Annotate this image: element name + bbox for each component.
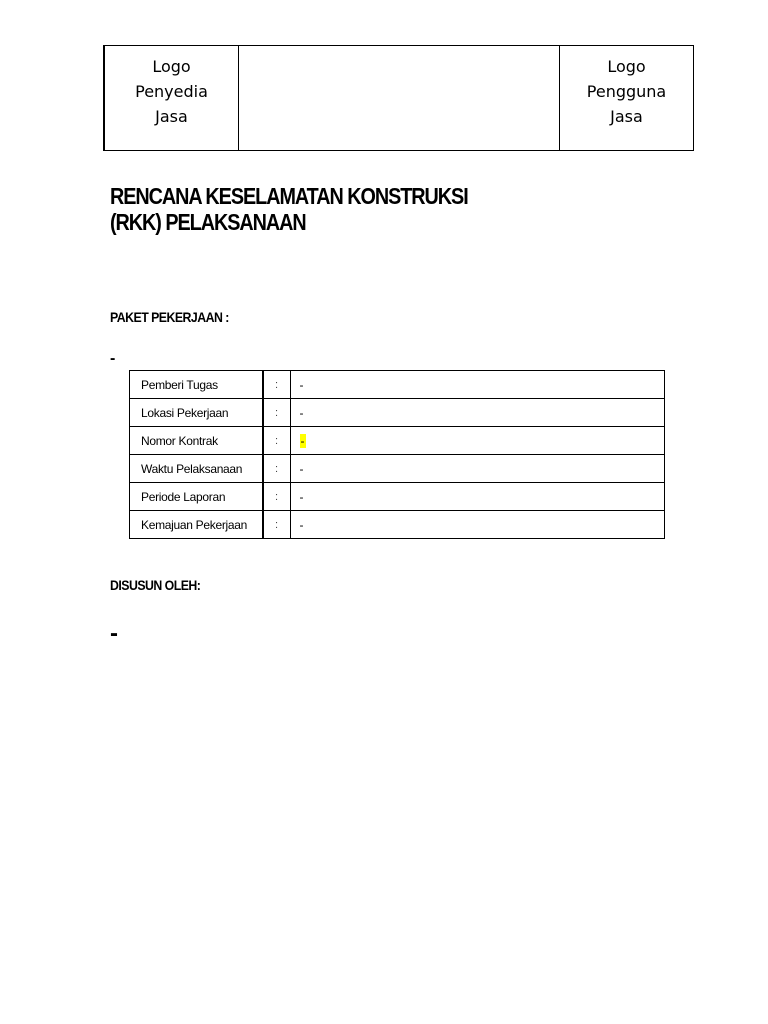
table-row [130, 427, 665, 455]
table-row [130, 399, 665, 427]
paket-pekerjaan-label: PAKET PEKERJAAN : [110, 309, 229, 325]
logo-penyedia-text: Logo Penyedia Jasa [135, 57, 208, 126]
row-value: - [290, 483, 665, 511]
table-row [130, 483, 665, 511]
document-title [110, 183, 468, 235]
row-separator: : [263, 483, 291, 511]
row-value: - [290, 371, 665, 399]
row-value: - [290, 399, 665, 427]
header-table [103, 45, 694, 151]
row-separator: : [263, 511, 291, 539]
header-middle-cell [239, 46, 560, 151]
row-label: Waktu Pelaksanaan [130, 455, 263, 483]
info-table [129, 370, 665, 539]
logo-pengguna-text: Logo Pengguna Jasa [586, 57, 667, 126]
row-label: Nomor Kontrak [130, 427, 263, 455]
table-row [130, 371, 665, 399]
row-separator: : [263, 371, 291, 399]
title-line-1: RENCANA KESELAMATAN KONSTRUKSI [110, 183, 468, 209]
logo-pengguna-cell [560, 46, 694, 151]
row-label: Pemberi Tugas [130, 371, 263, 399]
highlighted-value: - [300, 433, 305, 448]
disusun-oleh-value: - [110, 620, 118, 647]
row-value: - [290, 455, 665, 483]
table-row [130, 511, 665, 539]
row-separator: : [263, 399, 291, 427]
row-value: - [290, 511, 665, 539]
title-line-2: (RKK) PELAKSANAAN [110, 209, 306, 235]
row-label: Lokasi Pekerjaan [130, 399, 263, 427]
row-label: Periode Laporan [130, 483, 263, 511]
row-separator: : [263, 455, 291, 483]
paket-pekerjaan-value: - [110, 350, 116, 367]
row-separator: : [263, 427, 291, 455]
table-row [130, 455, 665, 483]
disusun-oleh-label: DISUSUN OLEH: [110, 577, 201, 593]
logo-penyedia-cell [104, 46, 239, 151]
row-label: Kemajuan Pekerjaan [130, 511, 263, 539]
row-value [290, 427, 665, 455]
